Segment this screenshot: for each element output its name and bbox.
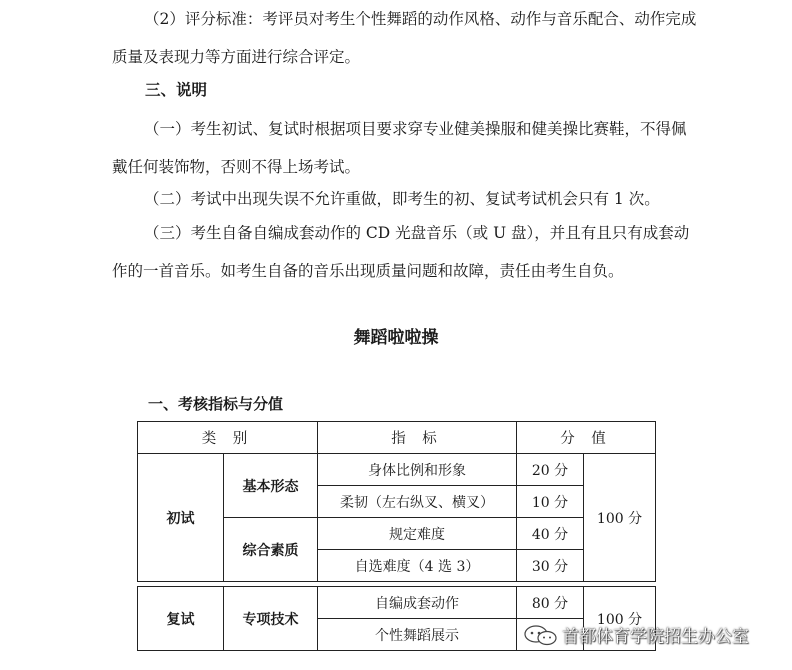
paragraph-scoring-standard: （2）评分标准：考评员对考生个性舞蹈的动作风格、动作与音乐配合、动作完成质量及表现力等方面进行综合评定。 — [112, 10, 697, 66]
required-indicator: 规定难度 — [318, 518, 517, 550]
prelim-label: 初试 — [138, 454, 224, 582]
body-indicator: 身体比例和形象 — [318, 454, 517, 486]
watermark — [522, 622, 749, 647]
header-indicator: 指 标 — [318, 422, 517, 454]
score-table — [137, 421, 656, 651]
header-category: 类 别 — [138, 422, 318, 454]
overall-quality-label: 综合素质 — [224, 518, 318, 582]
dance-indicator: 个性舞蹈展示 — [318, 619, 517, 651]
body-score: 20 分 — [517, 454, 584, 486]
paragraph-note-3: （三）考生自备自编成套动作的 CD 光盘音乐（或 U 盘），并且有且只有成套动作的一首音乐。如考生自备的音乐出现质量问题和故障，责任由考生自负。 — [112, 224, 690, 280]
routine-score: 80 分 — [517, 587, 584, 619]
flex-score: 10 分 — [517, 486, 584, 518]
table-row — [138, 587, 656, 619]
section-heading: 一、考核指标与分值 — [148, 395, 284, 413]
paragraph-note-2: （二）考试中出现失误不允许重做，即考生的初、复试考试机会只有 1 次。 — [144, 190, 660, 208]
paragraph-note-1: （一）考生初试、复试时根据项目要求穿专业健美操服和健美操比赛鞋，不得佩戴任何装饰物，否则不得上场考试。 — [112, 120, 687, 176]
optional-score: 30 分 — [517, 550, 584, 582]
optional-indicator: 自选难度（4 选 3） — [318, 550, 517, 582]
table-header-row — [138, 422, 656, 454]
final-total: 100 分 — [584, 587, 656, 651]
routine-indicator: 自编成套动作 — [318, 587, 517, 619]
watermark-text: 首都体育学院招生办公室 — [562, 627, 749, 647]
table-row — [138, 454, 656, 486]
flex-indicator: 柔韧（左右纵叉、横叉） — [318, 486, 517, 518]
final-label: 复试 — [138, 587, 224, 651]
prelim-total: 100 分 — [584, 454, 656, 582]
heading-notes: 三、说明 — [145, 80, 208, 99]
wechat-icon — [522, 624, 560, 646]
basic-form-label: 基本形态 — [224, 454, 318, 518]
page-title: 舞蹈啦啦操 — [353, 328, 439, 348]
required-score: 40 分 — [517, 518, 584, 550]
special-tech-label: 专项技术 — [224, 587, 318, 651]
header-score: 分 值 — [517, 422, 656, 454]
